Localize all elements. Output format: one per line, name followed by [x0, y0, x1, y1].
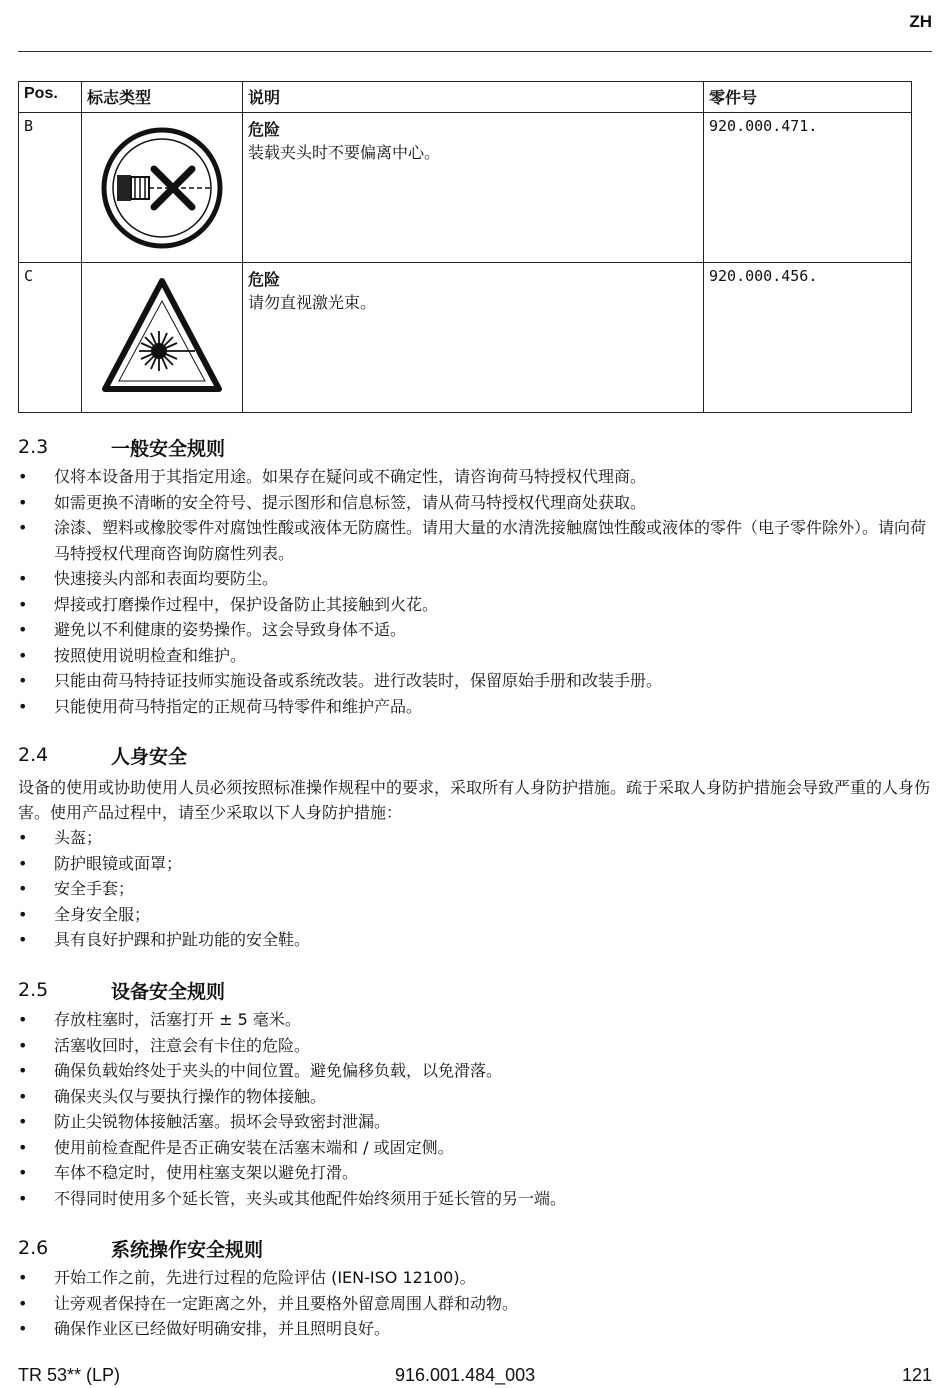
list-item: • 按照使用说明检查和维护。 — [18, 643, 932, 669]
table-row — [19, 263, 912, 413]
danger-label: 危险 — [248, 120, 281, 139]
section-title: 设备安全规则 — [111, 980, 226, 1003]
row-symbol — [82, 263, 243, 413]
list-item: • 仅将本设备用于其指定用途。如果存在疑问或不确定性，请咨询荷马特授权代理商。 — [18, 464, 932, 490]
language-tag: ZH — [909, 12, 932, 31]
list-item: • 快速接头内部和表面均要防尘。 — [18, 566, 932, 592]
bullet-list — [18, 464, 932, 719]
list-item: • 安全手套； — [18, 876, 932, 902]
no-off-center-loading-icon — [97, 123, 227, 253]
list-item: • 让旁观者保持在一定距离之外，并且要格外留意周围人群和动物。 — [18, 1291, 932, 1317]
list-item: • 使用前检查配件是否正确安装在活塞末端和 / 或固定侧。 — [18, 1135, 932, 1161]
list-item: • 确保作业区已经做好明确安排，并且照明良好。 — [18, 1316, 932, 1342]
section-number: 2.3 — [18, 436, 49, 458]
col-header-part: 零件号 — [704, 82, 912, 113]
symbol-table — [18, 81, 912, 413]
row-symbol — [82, 113, 243, 263]
section-title: 一般安全规则 — [111, 437, 226, 460]
section-title: 人身安全 — [111, 745, 188, 768]
section-number: 2.6 — [18, 1237, 49, 1259]
list-item: • 车体不稳定时，使用柱塞支架以避免打滑。 — [18, 1160, 932, 1186]
section-system-operation-safety — [18, 1234, 932, 1342]
section-personal-safety — [18, 741, 932, 953]
danger-label: 危险 — [248, 270, 281, 289]
list-item: • 只能使用荷马特指定的正规荷马特零件和维护产品。 — [18, 694, 932, 720]
list-item: • 活塞收回时，注意会有卡住的危险。 — [18, 1033, 932, 1059]
section-intro: 设备的使用或协助使用人员必须按照标准操作规程中的要求，采取所有人身防护措施。疏于采取人身防护措施会导致严重的人身伤害。使用产品过程中，请至少采取以下人身防护措施： — [18, 778, 931, 822]
section-number: 2.4 — [18, 744, 49, 766]
list-item: • 存放柱塞时，活塞打开 ± 5 毫米。 — [18, 1007, 932, 1033]
bullet-list — [18, 1265, 932, 1342]
table-row — [19, 113, 912, 263]
list-item: • 确保负载始终处于夹头的中间位置。避免偏移负载，以免滑落。 — [18, 1058, 932, 1084]
table-header-row — [19, 82, 912, 113]
list-item: • 全身安全服； — [18, 902, 932, 928]
col-header-pos: Pos. — [19, 82, 82, 113]
list-item: • 防止尖锐物体接触活塞。损坏会导致密封泄漏。 — [18, 1109, 932, 1135]
row-description — [243, 113, 704, 263]
bullet-list — [18, 1007, 932, 1211]
list-item: • 防护眼镜或面罩； — [18, 851, 932, 877]
section-heading — [18, 976, 932, 1004]
list-item: • 不得同时使用多个延长管，夹头或其他配件始终须用于延长管的另一端。 — [18, 1186, 932, 1212]
col-header-desc: 说明 — [243, 82, 704, 113]
list-item: • 避免以不利健康的姿势操作。这会导致身体不适。 — [18, 617, 932, 643]
section-number: 2.5 — [18, 979, 49, 1001]
list-item: • 焊接或打磨操作过程中，保护设备防止其接触到火花。 — [18, 592, 932, 618]
laser-warning-icon — [97, 271, 227, 401]
part-number: 920.000.456. — [704, 263, 912, 413]
section-equipment-safety — [18, 976, 932, 1211]
list-item: • 确保夹头仅与要执行操作的物体接触。 — [18, 1084, 932, 1110]
section-general-safety — [18, 433, 932, 719]
list-item: • 如需更换不清晰的安全符号、提示图形和信息标签，请从荷马特授权代理商处获取。 — [18, 490, 932, 516]
section-heading — [18, 1234, 932, 1262]
header-rule — [18, 51, 932, 52]
list-item: • 头盔； — [18, 825, 932, 851]
list-item: • 涂漆、塑料或橡胶零件对腐蚀性酸或液体无防腐性。请用大量的水清洗接触腐蚀性酸或液体的零件（电子零件除外）。请向荷马特授权代理商咨询防腐性列表。 — [18, 515, 932, 566]
footer-model: TR 53** (LP) — [18, 1365, 121, 1385]
section-heading — [18, 433, 932, 461]
row-pos: C — [19, 263, 82, 413]
row-pos: B — [19, 113, 82, 263]
part-number: 920.000.471. — [704, 113, 912, 263]
footer-doc-number: 916.001.484_003 — [395, 1365, 536, 1385]
col-header-type: 标志类型 — [82, 82, 243, 113]
list-item: • 只能由荷马特持证技师实施设备或系统改装。进行改装时，保留原始手册和改装手册。 — [18, 668, 932, 694]
description-text: 请勿直视激光束。 — [248, 293, 377, 312]
list-item: • 开始工作之前，先进行过程的危险评估 (IEN-ISO 12100)。 — [18, 1265, 932, 1291]
bullet-list — [18, 825, 932, 953]
list-item: • 具有良好护踝和护趾功能的安全鞋。 — [18, 927, 932, 953]
row-description — [243, 263, 704, 413]
page-number: 121 — [901, 1365, 932, 1385]
description-text: 装载夹头时不要偏离中心。 — [248, 143, 441, 162]
section-heading — [18, 741, 932, 769]
section-title: 系统操作安全规则 — [111, 1238, 264, 1261]
